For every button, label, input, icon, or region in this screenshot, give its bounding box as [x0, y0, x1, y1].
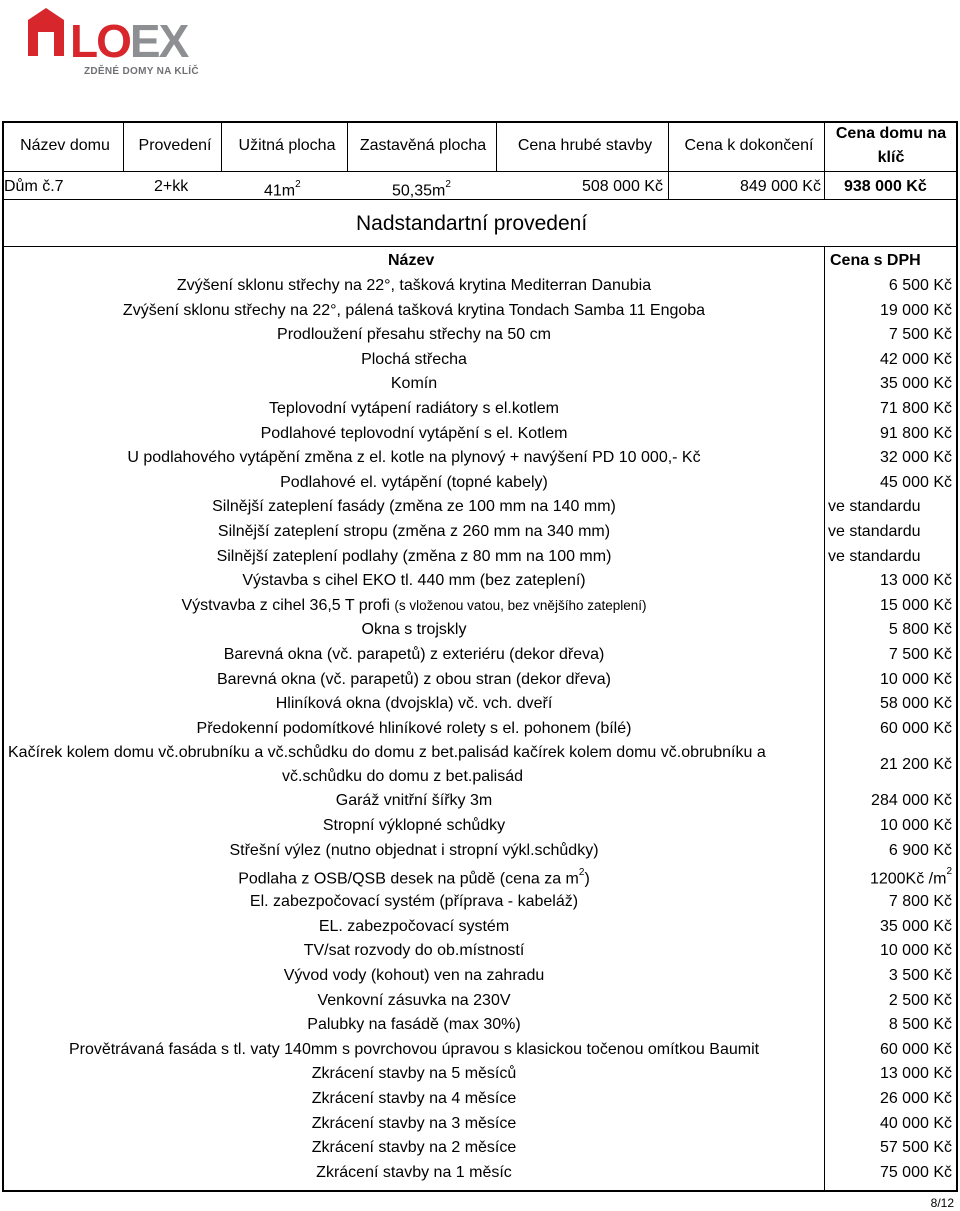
extras-row: [6, 643, 956, 667]
extras-item-name: Teplovodní vytápení radiátory s el.kotlem: [269, 400, 559, 417]
extras-row: [6, 422, 956, 446]
extras-item-price: 10 000 Kč: [879, 942, 952, 960]
extras-item-price: 71 800 Kč: [879, 400, 952, 417]
extras-item-price: 32 000 Kč: [879, 449, 952, 467]
extras-item-name: Palubky na fasádě (max 30%): [307, 1016, 521, 1034]
logo-wordmark-gray: EX: [129, 15, 188, 67]
extras-row: [6, 839, 956, 863]
extras-item-name: Barevná okna (vč. parapetů) z exteriéru (dekor dřeva): [223, 646, 605, 663]
extras-item-price: 57 500 Kč: [879, 1139, 952, 1157]
extras-item-name: Prodloužení přesahu střechy na 50 cm: [277, 326, 551, 344]
header-uzitna-plocha: Užitná plocha: [238, 137, 336, 154]
cena-na-klic-value: 938 000 Kč: [844, 178, 927, 195]
extras-item-name: Zkrácení stavby na 1 měsíc: [316, 1163, 512, 1181]
extras-row: [6, 520, 956, 544]
extras-item-price: 19 000 Kč: [879, 301, 952, 319]
provedeni-value: 2+kk: [154, 178, 189, 195]
extras-row: [6, 964, 956, 988]
extras-item-price: 13 000 Kč: [879, 572, 952, 590]
extras-item-price: ve standardu: [828, 547, 921, 565]
extras-row: [6, 471, 956, 495]
summary-header-row: [2, 121, 958, 171]
extras-item-name: Vývod vody (kohout) ven na zahradu: [283, 967, 545, 985]
extras-item-name-line2: vč.schůdku do domu z bet.palisád: [282, 768, 524, 786]
extras-item-price: 7 800 Kč: [888, 893, 952, 911]
logo-wordmark-red: LO: [70, 15, 130, 67]
extras-item-name: Zkrácení stavby na 3 měsíce: [311, 1114, 517, 1132]
extras-item-price: 45 000 Kč: [879, 473, 952, 491]
extras-row: [6, 915, 956, 939]
extras-item-price: 35 000 Kč: [879, 917, 952, 935]
extras-item-name: Zkrácení stavby na 5 měsíců: [311, 1065, 517, 1083]
extras-item-name: Podlaha z OSB/QSB desek na půdě (cena za $m^2$): [238, 867, 590, 888]
header-provedeni: Provedení: [138, 137, 212, 154]
extras-row: [6, 1038, 956, 1062]
extras-row: [6, 1087, 956, 1111]
extras-row: [6, 348, 956, 372]
header-zastavena-plocha: Zastavěná plocha: [359, 137, 487, 154]
extras-item-price: 10 000 Kč: [879, 670, 952, 688]
extras-row: [6, 299, 956, 323]
extras-item-price: ve standardu: [828, 523, 921, 540]
extras-item-name: Výstvavba z cihel 36,5 T profi (s vloženou vatou, bez vnějšího zateplení): [181, 596, 647, 614]
extras-item-name: Hliníková okna (dvojskla) vč. vch. dveří: [275, 695, 553, 713]
cena-k-dokonceni-value: 849 000 Kč: [740, 178, 821, 195]
uzitna-plocha-value: $41m^2$: [264, 179, 301, 200]
extras-item-price: 284 000 Kč: [871, 792, 952, 810]
extras-item-price: 35 000 Kč: [879, 375, 952, 393]
extras-item-name: Silnější zateplení fasády (změna ze 100 mm na 140 mm): [212, 498, 616, 516]
house-logo-icon: [26, 6, 66, 62]
extras-item-price: 1200Kč $/m^2$: [869, 866, 952, 888]
extras-item-name: Stropní výklopné schůdky: [322, 816, 506, 834]
extras-item-name: Střešní výlez (nutno objednat i stropní výkl.schůdky): [229, 841, 599, 859]
extras-item-price: 5 800 Kč: [888, 621, 952, 639]
header-cena-na-klic: Cena domu na klíč: [835, 125, 947, 166]
cena-hrube-stavby-value: 508 000 Kč: [582, 178, 663, 195]
extras-item-name: Silnější zateplení podlahy (změna z 80 mm na 100 mm): [216, 547, 612, 565]
extras-item-price: 91 800 Kč: [879, 424, 952, 442]
extras-row: [6, 569, 956, 593]
loex-logo: [26, 6, 226, 76]
extras-row: [6, 741, 956, 789]
extras-item-price: 10 000 Kč: [879, 816, 952, 834]
extras-row: [6, 989, 956, 1013]
extras-item-price: 13 000 Kč: [879, 1065, 952, 1083]
extras-row: [6, 1136, 956, 1160]
extras-item-name: Venkovní zásuvka na 230V: [317, 991, 511, 1009]
extras-item-name: Barevná okna (vč. parapetů) z obou stran (dekor dřeva): [217, 670, 611, 688]
extras-item-price: 75 000 Kč: [879, 1163, 952, 1181]
extras-row: [6, 446, 956, 470]
extras-row: [6, 814, 956, 838]
extras-row: [6, 397, 956, 421]
extras-item-price: ve standardu: [828, 498, 921, 516]
extras-item-name: Garáž vnitřní šířky 3m: [335, 792, 493, 810]
extras-item-price: 42 000 Kč: [879, 350, 952, 368]
extras-row: [6, 692, 956, 716]
extras-row: [6, 545, 956, 569]
extras-item-name: [6, 741, 822, 789]
extras-item-name: TV/sat rozvody do ob.místností: [303, 942, 525, 960]
extras-row: [6, 789, 956, 813]
extras-item-price: 8 500 Kč: [888, 1016, 952, 1034]
header-cena-k-dokonceni: Cena k dokončení: [684, 137, 814, 154]
summary-divider: [2, 171, 958, 172]
extras-item-name: Komín: [390, 375, 438, 393]
extras-row: [6, 890, 956, 914]
col-sep: [496, 121, 497, 171]
logo-tagline: ZDĚNÉ DOMY NA KLÍČ: [84, 66, 199, 77]
extras-item-name: Okna s trojskly: [361, 621, 467, 639]
summary-data-row: [2, 173, 958, 201]
extras-item-price: 58 000 Kč: [879, 695, 952, 713]
header-cena-hrube-stavby: Cena hrubé stavby: [517, 137, 653, 154]
extras-item-price: 21 200 Kč: [879, 756, 952, 774]
extras-row: [6, 618, 956, 642]
extras-item-name: Silnější zateplení stropu (změna z 260 mm na 340 mm): [217, 523, 611, 540]
col-sep: [123, 121, 124, 171]
section-divider: [2, 246, 958, 247]
extras-item-price: 6 900 Kč: [888, 841, 952, 859]
extras-item-name: Zvýšení sklonu střechy na 22°, pálená tašková krytina Tondach Samba 11 Engoba: [122, 301, 706, 319]
extras-item-name: Zkrácení stavby na 4 měsíce: [311, 1090, 517, 1108]
col-sep: [221, 121, 222, 171]
extras-item-name: El. zabezpočovací systém (příprava - kabeláž): [249, 893, 579, 911]
extras-item-name: EL. zabezpočovací systém: [318, 917, 510, 935]
extras-row: [6, 372, 956, 396]
extras-row: [6, 274, 956, 298]
extras-row: [6, 1062, 956, 1086]
extras-item-name: Podlahové el. vytápění (topné kabely): [280, 473, 548, 491]
extras-item-name: U podlahového vytápění změna z el. kotle na plynový + navýšení PD 10 000,- Kč: [127, 449, 701, 467]
extras-item-name: Zvýšení sklonu střechy na 22°, tašková krytina Mediterran Danubia: [176, 277, 652, 294]
extras-item-price: 26 000 Kč: [879, 1090, 952, 1108]
extras-item-price: 40 000 Kč: [879, 1114, 952, 1132]
extras-row: [6, 1013, 956, 1037]
extras-item-name: Předokenní podomítkové hliníkové rolety s el. pohonem (bílé): [196, 719, 632, 737]
section-title-text: Nadstandartní provedení: [356, 212, 588, 235]
extras-row: [6, 939, 956, 963]
extras-item-price: 2 500 Kč: [888, 991, 952, 1009]
extras-row: [6, 1112, 956, 1136]
extras-item-price: 15 000 Kč: [879, 596, 952, 614]
zastavena-plocha-value: $50,35m^2$: [392, 179, 451, 200]
house-name: Dům č.7: [4, 178, 64, 195]
extras-row: [6, 594, 956, 618]
extras-item-price: 7 500 Kč: [888, 646, 952, 663]
extras-row: [6, 717, 956, 741]
extras-item-name-line1: Kačírek kolem domu vč.obrubníku a vč.schůdku do domu z bet.palisád kačírek kolem domu vč.obrubníku a: [8, 744, 766, 762]
extras-row: [6, 1161, 956, 1185]
extras-col-price: Cena s DPH: [830, 252, 921, 269]
extras-item-name: Podlahové teplovodní vytápění s el. Kotlem: [260, 424, 568, 442]
header-house-name: Název domu: [20, 137, 110, 154]
extras-item-name: Výstavba s cihel EKO tl. 440 mm (bez zateplení): [242, 572, 586, 590]
extras-row: [6, 668, 956, 692]
extras-item-price: 6 500 Kč: [888, 277, 952, 294]
extras-item-price: 60 000 Kč: [879, 719, 952, 737]
col-sep: [347, 121, 348, 171]
extras-item-name: Zkrácení stavby na 2 měsíce: [311, 1139, 517, 1157]
extras-item-price: 3 500 Kč: [888, 967, 952, 985]
extras-item-name: Plochá střecha: [361, 350, 467, 368]
extras-row: [6, 863, 956, 887]
extras-col-name: Název: [388, 252, 435, 269]
extras-item-price: 7 500 Kč: [888, 326, 952, 344]
extras-item-price: 60 000 Kč: [879, 1040, 952, 1058]
logo-wordmark: [70, 15, 188, 67]
extras-row: [6, 495, 956, 519]
extras-item-name: Provětrávaná fasáda s tl. vaty 140mm s povrchovou úpravou s klasickou točenou omítkou Baumit: [68, 1040, 760, 1058]
extras-row: [6, 323, 956, 347]
page-number: 8/12: [930, 1196, 954, 1210]
